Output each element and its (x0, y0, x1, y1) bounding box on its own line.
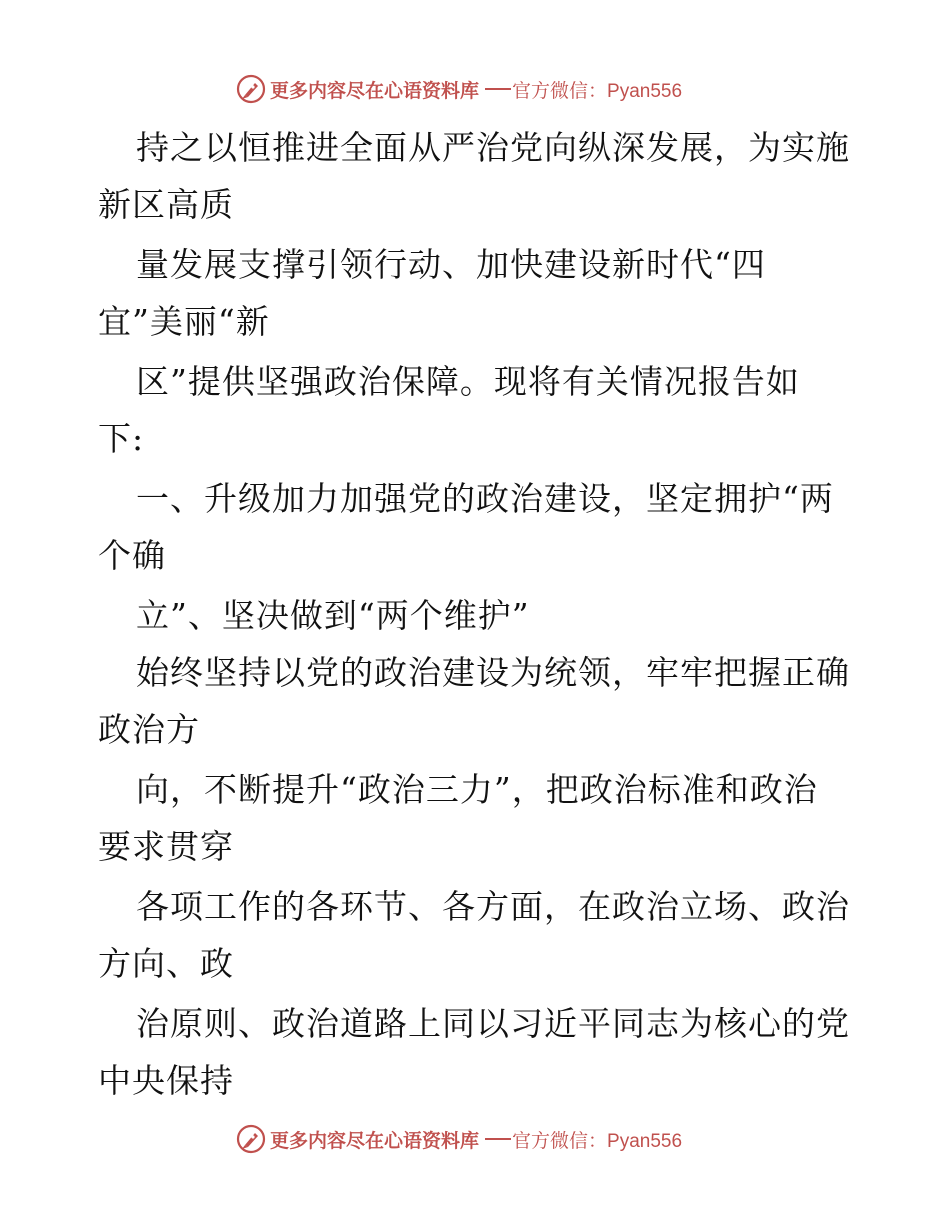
text-line: 始终坚持以党的政治建设为统领，牢牢把握正确 (136, 653, 850, 692)
watermark-contact (512, 1126, 682, 1153)
watermark-contact-id: Pyan556 (607, 81, 683, 102)
text-line: 中央保持 (98, 1061, 234, 1100)
text-line: 各项工作的各环节、各方面，在政治立场、政治 (136, 887, 850, 926)
text-line: 新区高质 (98, 185, 234, 224)
text-line: 方向、政 (98, 944, 234, 983)
pen-nib-icon (236, 74, 266, 104)
text-line: 宜”美丽“新 (98, 302, 270, 341)
watermark-contact-prefix: 官方微信： (512, 80, 608, 102)
text-line: 区”提供坚强政治保障。现将有关情况报告如 (136, 362, 800, 401)
text-line: 一、升级加力加强党的政治建设，坚定拥护“两 (136, 479, 834, 518)
watermark-brand: 更多内容尽在心语资料库 (270, 80, 480, 102)
watermark-contact-prefix: 官方微信： (512, 1130, 608, 1152)
text-line: 立”、坚决做到“两个维护” (136, 596, 530, 635)
watermark-dash (485, 88, 511, 90)
watermark-dash (485, 1138, 511, 1140)
pen-nib-icon (236, 1124, 266, 1154)
text-line: 政治方 (98, 710, 200, 749)
text-line: 个确 (98, 536, 166, 575)
watermark-contact (512, 76, 682, 103)
header-watermark (0, 70, 950, 110)
watermark-brand: 更多内容尽在心语资料库 (270, 1130, 480, 1152)
text-line: 要求贯穿 (98, 827, 234, 866)
watermark-contact-id: Pyan556 (607, 1131, 683, 1152)
text-line: 治原则、政治道路上同以习近平同志为核心的党 (136, 1004, 850, 1043)
text-line: 向，不断提升“政治三力”，把政治标准和政治 (136, 770, 818, 809)
footer-watermark (0, 1120, 950, 1160)
text-line: 持之以恒推进全面从严治党向纵深发展，为实施 (136, 128, 850, 167)
text-line: 量发展支撑引领行动、加快建设新时代“四 (136, 245, 766, 284)
text-line: 下: (98, 419, 145, 458)
